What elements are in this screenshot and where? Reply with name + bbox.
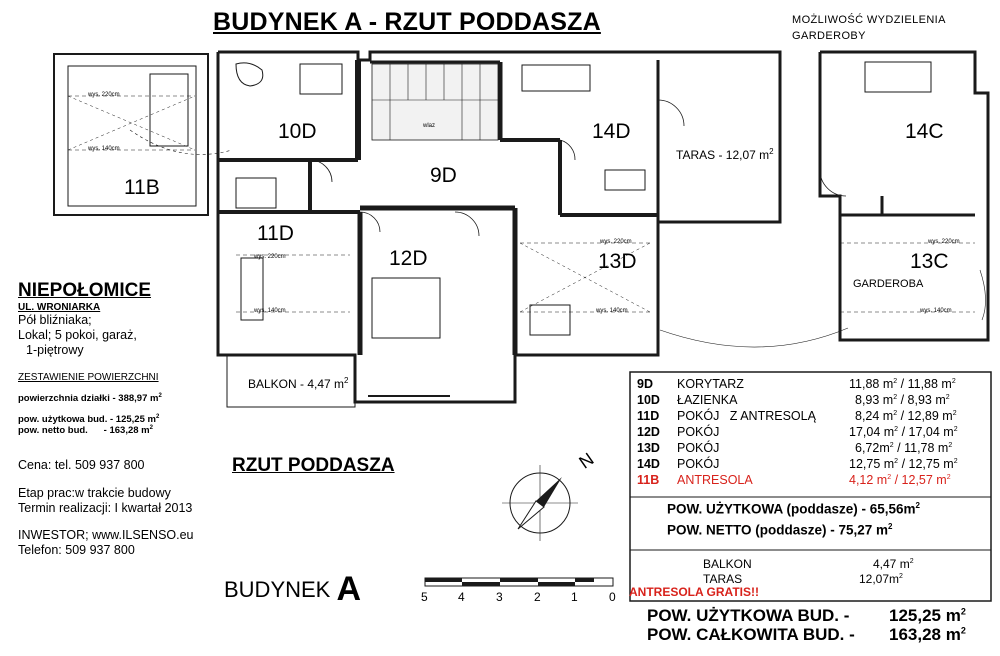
room-label-14c: 14C: [905, 120, 944, 143]
room-label-13d: 13D: [598, 250, 637, 273]
room-label-13c: 13C: [910, 250, 949, 273]
building-label: BUDYNEK A: [224, 570, 362, 608]
scale-tick: 2: [534, 590, 541, 604]
total-gross-label: POW. CAŁKOWITA BUD. -: [647, 625, 855, 644]
dim-label: wys. 140cm: [88, 146, 120, 152]
balcony-row-value: 4,47 $m^2$: [873, 557, 914, 571]
dim-label: wys. 140cm: [596, 308, 628, 314]
note-line-2: GARDEROBY: [792, 30, 866, 42]
total-usable-label: POW. UŻYTKOWA BUD. -: [647, 606, 850, 625]
dim-label: wys. 220cm: [254, 254, 286, 260]
net-attic-area: POW. NETTO (poddasze) - 75,27 $m^2$: [667, 522, 893, 538]
room-label-11b: 11B: [124, 176, 160, 199]
desc-line: Pół bliźniaka;: [18, 313, 92, 327]
room-label-14d: 14D: [592, 120, 631, 143]
bed-12d: [372, 278, 440, 338]
terrace-row-label: TARAS: [703, 572, 743, 586]
dim-label: wys. 140cm: [254, 308, 286, 314]
investor-line: INWESTOR; www.ILSENSO.eu: [18, 528, 194, 543]
summary-title: ZESTAWIENIE POWIERZCHNI: [18, 372, 159, 383]
dim-label: wys. 220cm: [928, 239, 960, 245]
deadline-line: Termin realizacji: I kwartał 2013: [18, 501, 193, 516]
wardrobe-label: GARDEROBA: [853, 278, 924, 290]
compass: [502, 449, 597, 541]
desc-line: 1-piętrowy: [26, 343, 84, 357]
street-name: UL. WRONIARKA: [18, 302, 101, 313]
scale-tick: 4: [458, 590, 465, 604]
note-line-1: MOŻLIWOŚĆ WYDZIELENIA: [792, 14, 946, 26]
scale-tick: 1: [571, 590, 578, 604]
terrace-row-value: $12,07m^2$: [859, 572, 903, 586]
net-area: pow. netto bud. - 163,28 $m^2$: [18, 425, 153, 437]
room-label-12d: 12D: [389, 247, 428, 270]
mezzanine-free-note: ANTRESOLA GRATIS!!: [629, 585, 759, 599]
scale-tick: 5: [421, 590, 428, 604]
balcony-row-label: BALKON: [703, 557, 752, 571]
hatch-label: wlaz: [423, 123, 436, 129]
info-panel: [18, 280, 218, 558]
plot-area: powierzchnia działki - 388,97 $m^2$: [18, 393, 162, 405]
scale-tick: 3: [496, 590, 503, 604]
total-usable-value: 125,25 $m^2$: [889, 606, 966, 625]
price-line: Cena: tel. 509 937 800: [18, 458, 145, 473]
scale-bar: [421, 578, 616, 604]
north-label: N: [575, 448, 598, 473]
city-name: NIEPOŁOMICE: [18, 280, 152, 301]
phone-line: Telefon: 509 937 800: [18, 543, 135, 558]
total-gross-value: 163,28 $m^2$: [889, 625, 966, 644]
page-title: BUDYNEK A - RZUT PODDASZA: [213, 8, 601, 36]
area-table: 9D KORYTARZ 11,88 $m^2 / 11,88$ $m^2$ 10D ŁAZIENKA 8,93 $m^2 / 8,93$ $m^2$ 11D POKÓJ Z ANTRESOLĄ 8,24 $m^2 / 12,89$ $m^2$ 12D POKÓJ 17,04 $m^2 / 17,04$ $m^2$ 13D POKÓJ $6,72m^2 / 11,78$ $m^2$ 14D POKÓJ 12,75 $m^2 / 12,75$ $m^2$ 11B ANTRESOLA 4,12 $m^2 / 12,57$ $m^2$ POW. UŻYTKOWA (poddasze) - $65,56m^2$ POW. NETTO (poddasze) - 75,27 $m^2$ BALKON 4,47 $m^2$ TARAS $12,07m^2$ ANTRESOLA GRATIS!! POW. UŻYTKOWA BUD. - 125,25 $m^2$ POW. CAŁKOWITA BUD. - 163,28 $m^2$: [629, 377, 966, 644]
room-label-11d: 11D: [257, 222, 294, 245]
room-label-9d: 9D: [430, 164, 457, 187]
scale-tick: 0: [609, 590, 616, 604]
balcony-label: BALKON - 4,47 $m^2$: [248, 376, 349, 391]
stage-line: Etap prac:w trakcie budowy: [18, 486, 171, 501]
desc-line: Lokal; 5 pokoi, garaż,: [18, 328, 137, 342]
bed-11b: [150, 74, 188, 146]
dim-label: wys. 140cm: [920, 308, 952, 314]
plan-subtitle: RZUT PODDASZA: [232, 455, 395, 476]
usable-area: pow. użytkowa bud. - 125,25 $m^2$: [18, 414, 160, 426]
terrace-label: TARAS - 12,07 $m^2$: [676, 147, 774, 162]
usable-attic-area: POW. UŻYTKOWA (poddasze) - $65,56m^2$: [667, 501, 920, 517]
room-label-10d: 10D: [278, 120, 317, 143]
dim-label: wys. 220cm: [88, 92, 120, 98]
dim-label: wys. 220cm: [600, 239, 632, 245]
